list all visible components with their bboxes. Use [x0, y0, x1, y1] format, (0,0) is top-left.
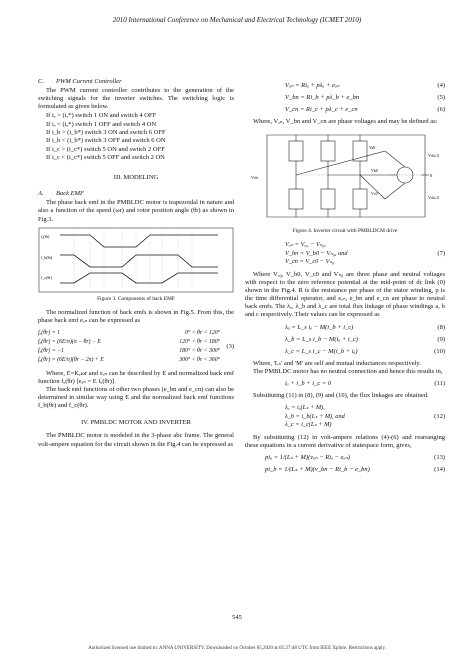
paragraph-statespace: By substituting (12) in volt-ampere relations (4)-(6) and rearranging these equations in a current derivative of statespace form, gives,: [245, 433, 445, 449]
left-column: [38, 78, 234, 449]
section-4-heading: IV. PMBLDC MOTOR AND INVERTER: [81, 419, 191, 427]
eq-6: V_cn = Ri_c + pλ_c + e_cn (6): [285, 106, 445, 114]
eq-8: λₐ = L_s iₐ − M(i_b + i_c) (8): [285, 323, 445, 331]
where-e-paragraph: Where, E=Kₑωr and eₐₙ can be described by E and normalized back emf function fₐ(θr) [eₐₙ = E fₐ(θr)].: [38, 369, 234, 385]
fig3-label-b: f_b(θr): [41, 254, 53, 260]
eq-13: piₐ = 1/(Lₛ + M)(vₐₙ − Riₐ − eₐₙ) (13): [265, 453, 445, 461]
emf-eq-3: fₐ(θr) = −1: [38, 347, 64, 354]
rule-3: If i_b > (i_b*) switch 3 ON and switch 6 OFF: [46, 128, 166, 136]
rule-1: If iₐ > (iₐ*) switch 1 ON and switch 4 OFF: [46, 112, 157, 120]
right-column: [245, 78, 445, 478]
eq-5: V_bn = Ri_b + pλ_b + e_bn (5): [285, 94, 445, 102]
page-number: 545: [232, 614, 242, 621]
figure-3-back-emf: [38, 227, 234, 293]
emf-eq-number: (3): [226, 342, 234, 350]
eq-14: pi_b = 1/(Lₛ + M)(v_bn − Ri_b − e_bn) (14): [265, 465, 445, 473]
eq-4: Vₐₙ = Riₐ + pλₐ + eₐₙ (4): [285, 82, 445, 89]
rule-5: If i_c > (i_c*) switch 5 ON and switch 2 OFF: [46, 145, 165, 153]
paragraph-ls: Where, 'Lₛ' and 'M' are self and mutual inductances respectively.: [253, 359, 421, 367]
eq-12: λₐ = iₐ(Lₛ + M), λ_b = i_b(Lₛ + M), and λ_c = i_c(Lₛ + M) (12): [285, 404, 445, 429]
figure-4-caption: Figure 4. Inverter circuit with PMBLDCM drive: [292, 228, 398, 235]
fig3-label-a: fₐ(θr): [41, 233, 50, 239]
fig3-label-c: f_c(θr): [41, 274, 53, 280]
paragraph-neutral: The PMBLDC motor has no neutral connection and hence this results in,: [253, 367, 443, 375]
emf-eq-2: fₐ(θr) = (6E/π)(π − θr) − E: [38, 338, 101, 345]
section-4-paragraph: The PMBLDC motor is modeled in the 3-phase abc frame. The general volt-ampere equation for the circuit shown in the Fig.4 can be expressed as: [38, 432, 234, 448]
rule-4: If i_b < (i_b*) switch 3 OFF and switch 6 ON: [46, 137, 166, 145]
paragraph-7: Where Vₐ₀, V_b0, V_c0 and Vₙ₀ are three phase and neutral voltages with respect to the zero reference potential at the mid-point of dc link (0) shown in the Fig.4. R is the resistance per phase of the stator winding, p is the time differential operator, and eₐₙ, e_bn and e_cn are phase to neutral back emfs. The λₐ, λ_b and λ_c are total flux linkage of phase windings a, b and c respectively. Their values can be expressed as: [245, 270, 445, 319]
eq-9: λ_b = L_s i_b − M(iₐ + i_c) (9): [285, 335, 445, 343]
eq-7: Vₐₙ = Vₐ₀ − Vₙ₀, V_bn = V_b0 − Vₙ₀, and V_cn = V_c0 − Vₙ₀ (7): [285, 241, 445, 266]
back-emf-other-paragraph: The back emf functions of other two phases (e_bn and e_cn) can also be determined in similar way using E and the normalized back emf functions f_b(θr) and f_c(θr).: [38, 386, 234, 410]
figure-3-caption: Figure 3. Components of back EMF: [97, 295, 175, 302]
fig4-vb0: Vb0: [371, 168, 378, 174]
license-footer: Authorized licensed use limited to: ANNA UNIVERSITY. Downloaded on October 05,2020 at 05:27:48 UTC from IEEE Xplore. Restrictions apply.: [88, 646, 386, 651]
paragraph-substituting: Substituting (11) in (8), (9) and (10), the flux linkages are obtained.: [253, 392, 429, 400]
section-c-heading: C. PWM Current Controller: [38, 78, 122, 85]
eq-10: λ_c = L_s i_c − M(i_b + iₐ) (10): [285, 347, 445, 355]
fig4-vdc2-top: Vdc/2: [428, 153, 439, 159]
fig4-zero: 0: [430, 173, 433, 179]
emf-equations: fₐ(θr) = 1 0° < θr < 120° fₐ(θr) = (6E/π)(π − θr) − E 120° < θr < 180° fₐ(θr) = −1 180° < θr < 300° fₐ(θr) = (6E/π)(θr − 2π) + E 300° < θr < 360° (3): [38, 329, 234, 363]
where-v-paragraph: Where, Vₐₙ, V_bn and V_cn are phase voltages and may be defined as:: [253, 118, 438, 126]
section-a-heading: A. Back EMF: [38, 190, 84, 198]
section-3-heading: III. MODELING: [113, 174, 159, 182]
fig4-vdc2-bottom: Vdc/2: [428, 195, 439, 201]
fig4-va0: Va0: [369, 145, 376, 151]
figure-4-inverter-circuit: [245, 129, 445, 225]
rule-2: If iₐ < (iₐ*) switch 1 OFF and switch 4 ON: [46, 120, 157, 128]
section-a-paragraph: The phase back emf in the PMBLDC motor is trapezoidal in nature and also a function of the speed (ωr) and rotor position angle (θr) as shown in Fig.3.: [38, 199, 234, 223]
normalized-paragraph: The normalized function of back emfs is shown in Fig.5. From this, the phase back emf eₐₙ can be expressed as: [38, 308, 234, 324]
fig4-vc0: Vc0: [371, 191, 378, 197]
emf-eq-4: fₐ(θr) = (6E/π)(θr − 2π) + E: [38, 356, 104, 363]
eq-11: iₐ + i_b + i_c = 0 (11): [285, 380, 445, 387]
emf-eq-1: fₐ(θr) = 1: [38, 329, 60, 336]
rule-6: If i_c < (i_c*) switch 5 OFF and switch 2 ON: [46, 153, 165, 161]
section-c-paragraph: The PWM current controller contributes to the generation of the switching signals for the inverter switches. The switching logic is formulated as given below.: [38, 87, 234, 111]
switching-rules: [38, 112, 234, 162]
fig4-vdc: Vdc: [251, 175, 259, 181]
conference-header: 2010 International Conference on Mechanical and Electrical Technology (ICMET 2010): [112, 16, 362, 24]
